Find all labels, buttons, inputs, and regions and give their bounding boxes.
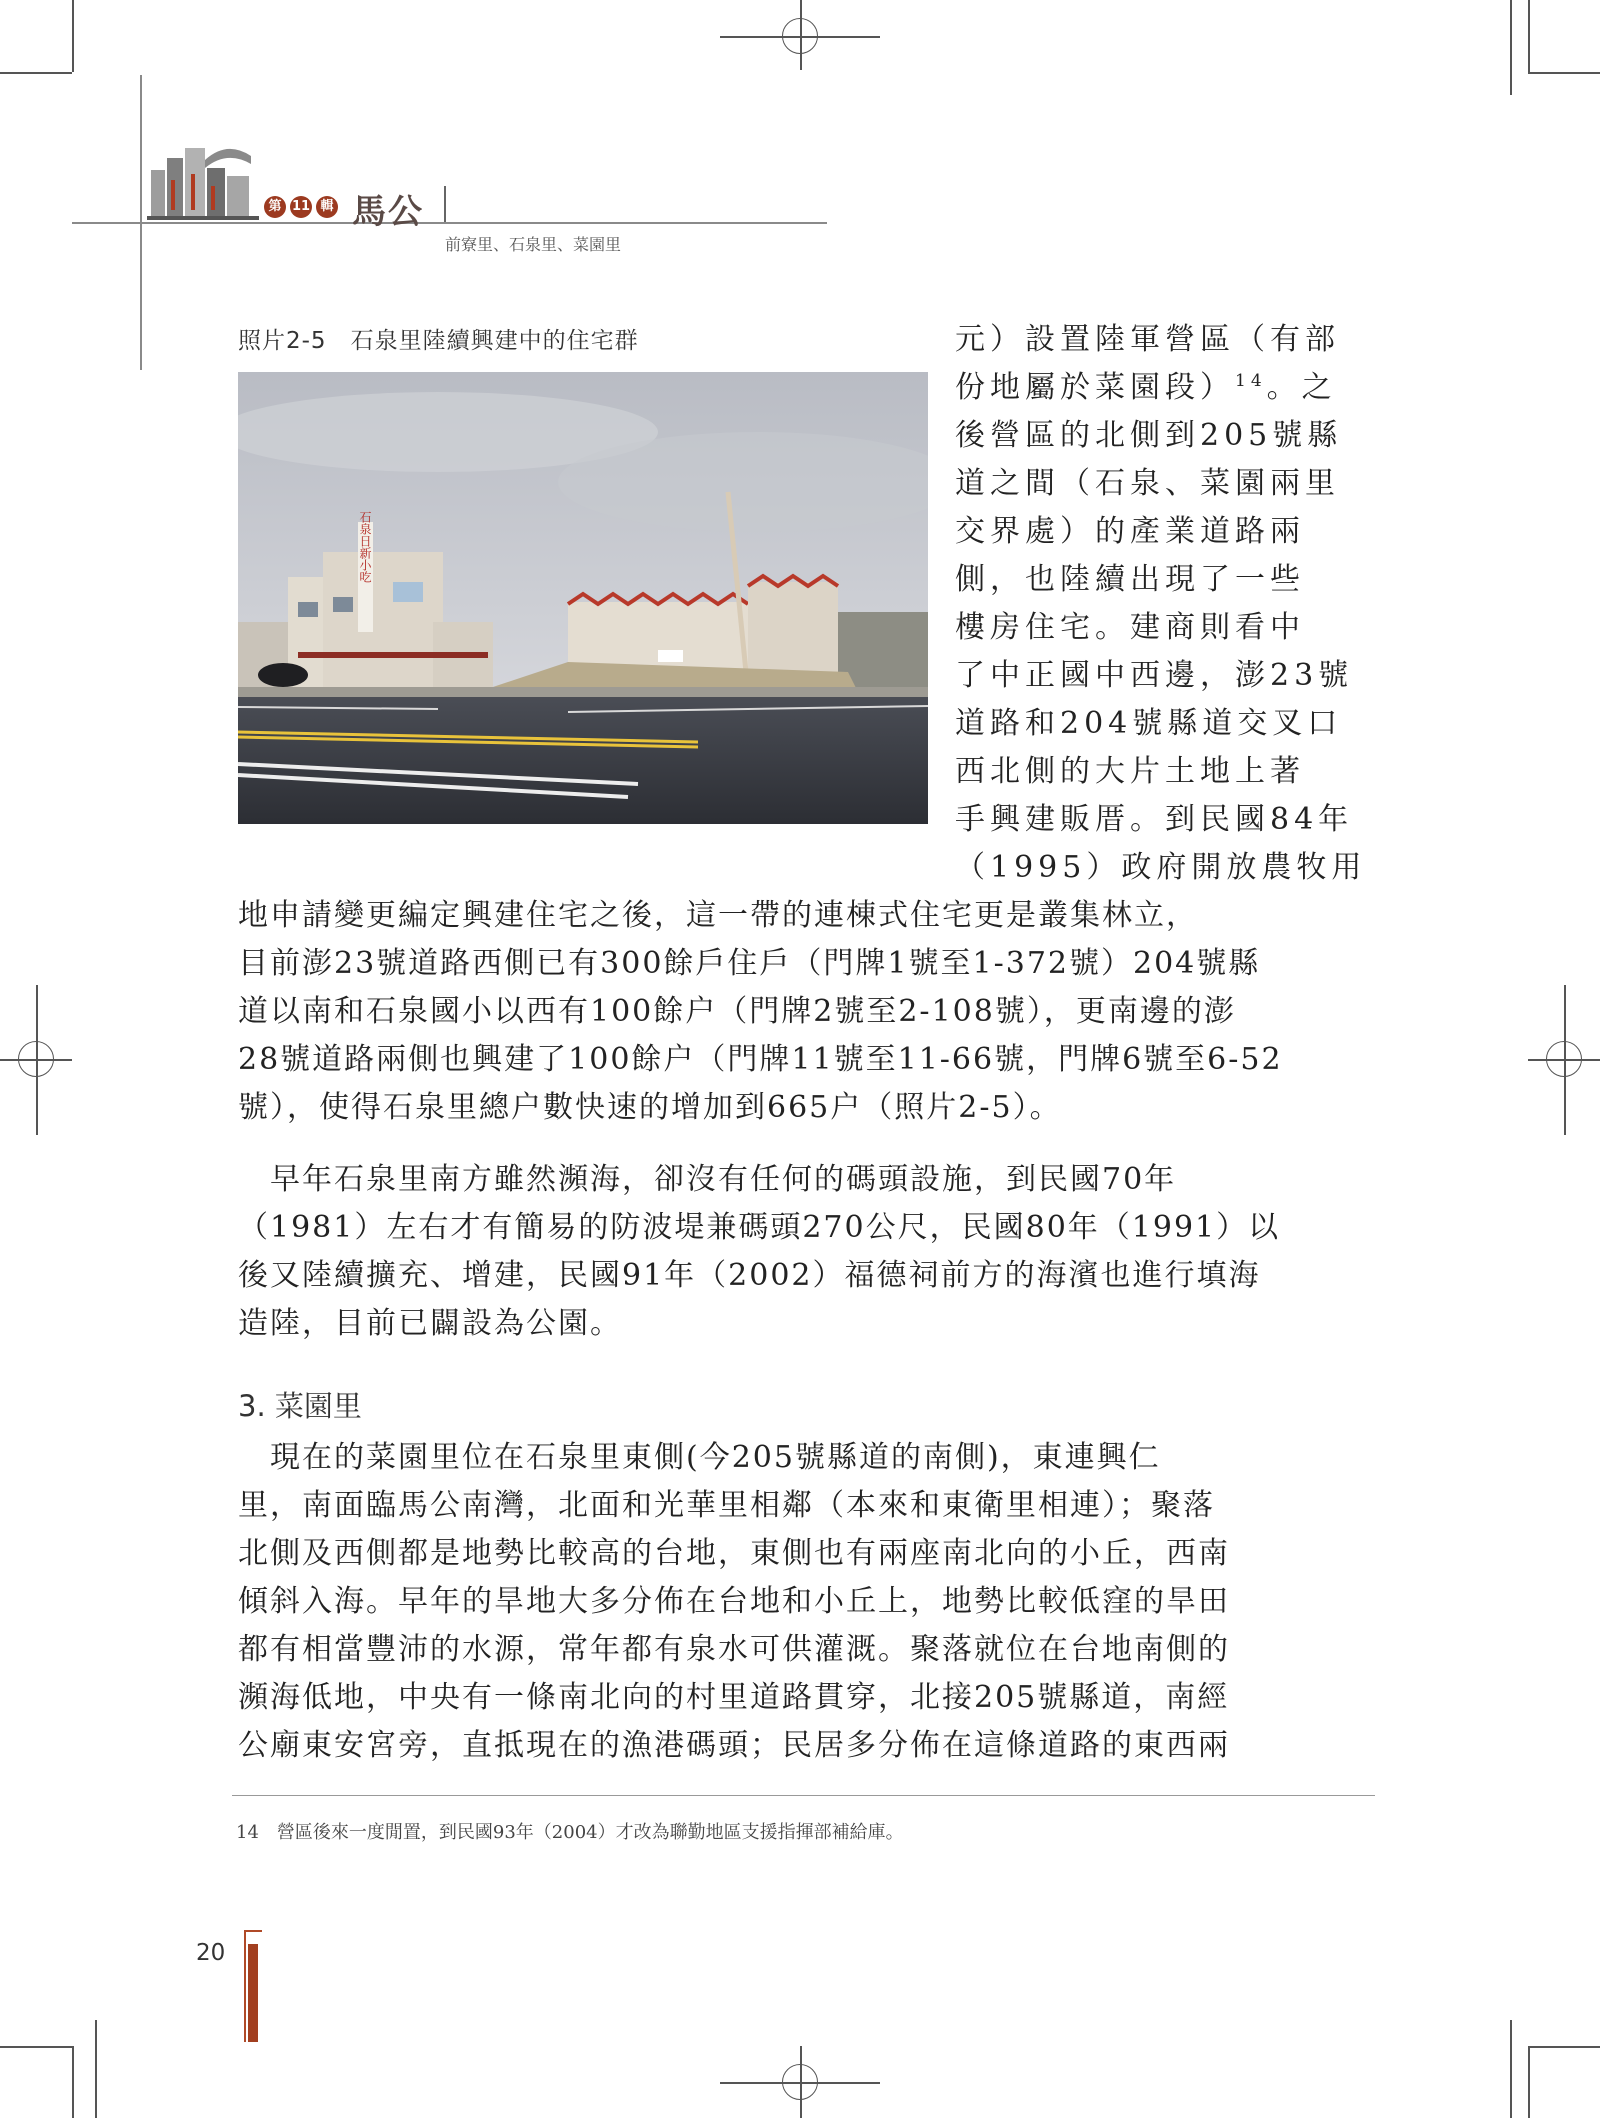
text-line: 目前澎23號道路西側已有300餘戶住戶（門牌1號至1-372號）204號縣	[238, 946, 1261, 981]
page-number: 20	[196, 1940, 226, 1966]
footnote: 14 營區後來一度閒置，到民國93年（2004）才改為聯勤地區支援指揮部補給庫。	[236, 1822, 904, 1843]
photo-caption: 照片2-5 石泉里陸續興建中的住宅群	[238, 328, 639, 354]
text-line: 北側及西側都是地勢比較高的台地，東側也有兩座南北向的小丘，西南	[238, 1536, 1230, 1571]
page-bar-thin	[244, 1930, 246, 2042]
page-bar-thick	[248, 1944, 258, 2042]
shop-sign-text: 石泉日新小吃	[358, 511, 372, 583]
text-line: 號），使得石泉里總户數快速的增加到665户（照片2-5）。	[238, 1090, 1062, 1125]
header-horizontal-rule	[72, 222, 827, 224]
text-line: 道之間（石泉、菜園兩里	[955, 466, 1340, 501]
magazine-title: 馬公	[352, 192, 424, 232]
text-line: 公廟東安宮旁，直抵現在的漁港碼頭；民居多分佈在這條道路的東西兩	[238, 1728, 1230, 1763]
header-building-logo	[147, 140, 259, 220]
text-line: 交界處）的產業道路兩	[955, 514, 1305, 549]
text-line: 都有相當豐沛的水源，常年都有泉水可供灌溉。聚落就位在台地南側的	[238, 1632, 1230, 1667]
text-line: 地申請變更編定興建住宅之後，這一帶的連棟式住宅更是叢集林立，	[238, 898, 1198, 933]
text-line: 現在的菜園里位在石泉里東側(今205號縣道的南側)，東連興仁	[238, 1440, 1161, 1475]
text-line: 道路和204號縣道交叉口	[955, 706, 1343, 741]
text-line: 手興建販厝。到民國84年	[955, 802, 1354, 837]
text-line: 後營區的北側到205號縣	[955, 418, 1343, 453]
issue-badge-number: 11	[290, 196, 312, 218]
text-line: 里，南面臨馬公南灣，北面和光華里相鄰（本來和東衛里相連）；聚落	[238, 1488, 1215, 1523]
text-line: 瀕海低地，中央有一條南北向的村里道路貫穿，北接205號縣道，南經	[238, 1680, 1230, 1715]
page-bar-cap	[244, 1930, 262, 1932]
text-line: 後又陸續擴充、增建，民國91年（2002）福德祠前方的海濱也進行填海	[238, 1258, 1261, 1293]
text-line: 28號道路兩側也興建了100餘户（門牌11號至11-66號，門牌6號至6-52	[238, 1042, 1283, 1077]
text-line: （1981）左右才有簡易的防波堤兼碼頭270公尺，民國80年（1991）以	[238, 1210, 1281, 1245]
chapter-subtitle: 前寮里、石泉里、菜園里	[445, 235, 622, 254]
footnote-ref: 14	[1235, 371, 1267, 391]
text-line: 元）設置陸軍營區（有部	[955, 322, 1340, 357]
header-divider	[444, 186, 446, 222]
housing-photo	[238, 372, 928, 824]
text-line: （1995）政府開放農牧用	[955, 850, 1367, 885]
text-line: 西北側的大片土地上著	[955, 754, 1305, 789]
text-line: 了中正國中西邊，澎23號	[955, 658, 1354, 693]
text-line: 道以南和石泉國小以西有100餘户（門牌2號至2-108號），更南邊的澎	[238, 994, 1236, 1029]
issue-badge-suffix: 輯	[316, 196, 338, 218]
issue-badge-prefix: 第	[264, 196, 286, 218]
text-line: 造陸，目前已闢設為公園。	[238, 1306, 622, 1341]
footnote-rule	[232, 1795, 1375, 1796]
text-line: 樓房住宅。建商則看中	[955, 610, 1305, 645]
section-heading: 3. 菜園里	[238, 1389, 362, 1423]
text-line: 側，也陸續出現了一些	[955, 562, 1305, 597]
text-line: 份地屬於菜園段）$^{14}$。之	[955, 370, 1337, 405]
text-line: 早年石泉里南方雖然瀕海，卻沒有任何的碼頭設施，到民國70年	[238, 1162, 1177, 1197]
text-line: 傾斜入海。早年的旱地大多分佈在台地和小丘上，地勢比較低窪的旱田	[238, 1584, 1230, 1619]
